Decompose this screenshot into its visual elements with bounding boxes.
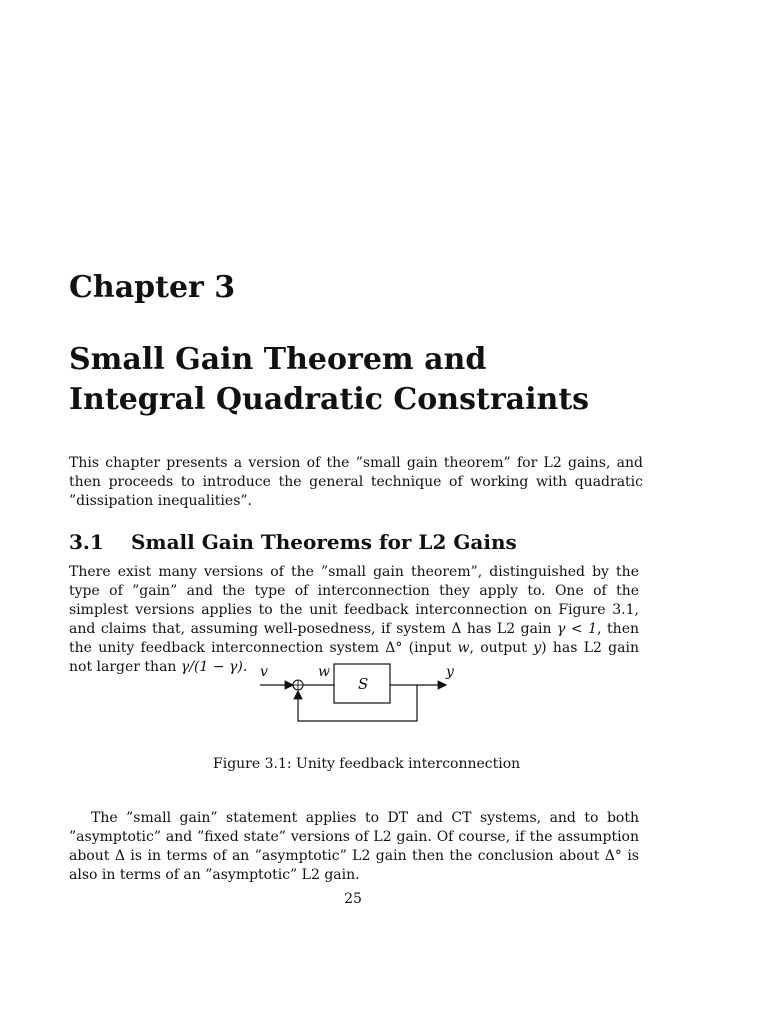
chapter-title-line-1: Small Gain Theorem and — [69, 341, 487, 377]
paragraph-text: There exist many versions of the ”small gain theorem”, distinguished by the type of ”gain” and the type of interconnection they apply to. One of the simplest versions applies to the unit feedback interconnection on Figure 3.1, and claims that, assuming well-posedness, if system — [69, 564, 639, 637]
delta-symbol: Δ — [451, 621, 462, 637]
input-symbol: w — [457, 640, 470, 656]
delta-symbol: Δ — [114, 848, 125, 864]
figure-caption: Figure 3.1: Unity feedback interconnection — [213, 756, 521, 772]
paragraph-text: , output — [469, 640, 534, 656]
page-number: 25 — [344, 891, 362, 907]
unity-feedback-diagram — [250, 656, 470, 732]
gamma-condition: γ < 1 — [557, 621, 598, 637]
small-gain-applicability — [69, 809, 639, 885]
paragraph-text: The ”small gain” statement applies to DT and CT systems, and to both ”asymptotic” and ”fixed state” versions of L2 gain. Of course, if the assumption about — [69, 810, 639, 864]
delta-circle-symbol: Δ° — [385, 640, 403, 656]
paragraph-text: is also in terms of an ”asymptotic” L2 gain. — [69, 848, 639, 883]
paragraph-text: ) has L2 gain not larger than — [69, 640, 639, 675]
chapter-intro-paragraph: This chapter presents a version of the ”small gain theorem” for L2 gains, and then proceeds to introduce the general technique of working with quadratic ”dissipation inequalities”. — [69, 455, 643, 509]
chapter-label: Chapter 3 — [69, 270, 236, 306]
section-number: 3.1 — [69, 530, 104, 554]
gain-bound: γ/(1 − γ) — [180, 659, 243, 675]
paragraph-text: . — [242, 659, 248, 675]
input-label: v — [260, 664, 268, 680]
paragraph-text: is in terms of an ”asymptotic” L2 gain then the conclusion about — [124, 848, 605, 864]
delta-circle-symbol: Δ° — [604, 848, 622, 864]
chapter-title-line-2: Integral Quadratic Constraints — [69, 381, 590, 417]
paragraph-text: (input — [402, 640, 458, 656]
section-heading — [69, 527, 517, 557]
intermediate-label: w — [318, 664, 330, 680]
paragraph-text: has L2 gain — [461, 621, 557, 637]
chapter-title — [69, 340, 709, 420]
section-title: Small Gain Theorems for L2 Gains — [130, 530, 517, 554]
output-label: y — [446, 664, 454, 680]
paragraph-text: , then the unity feedback interconnection system — [69, 621, 640, 656]
output-symbol: y — [533, 640, 542, 656]
system-block-label: S — [358, 675, 369, 693]
